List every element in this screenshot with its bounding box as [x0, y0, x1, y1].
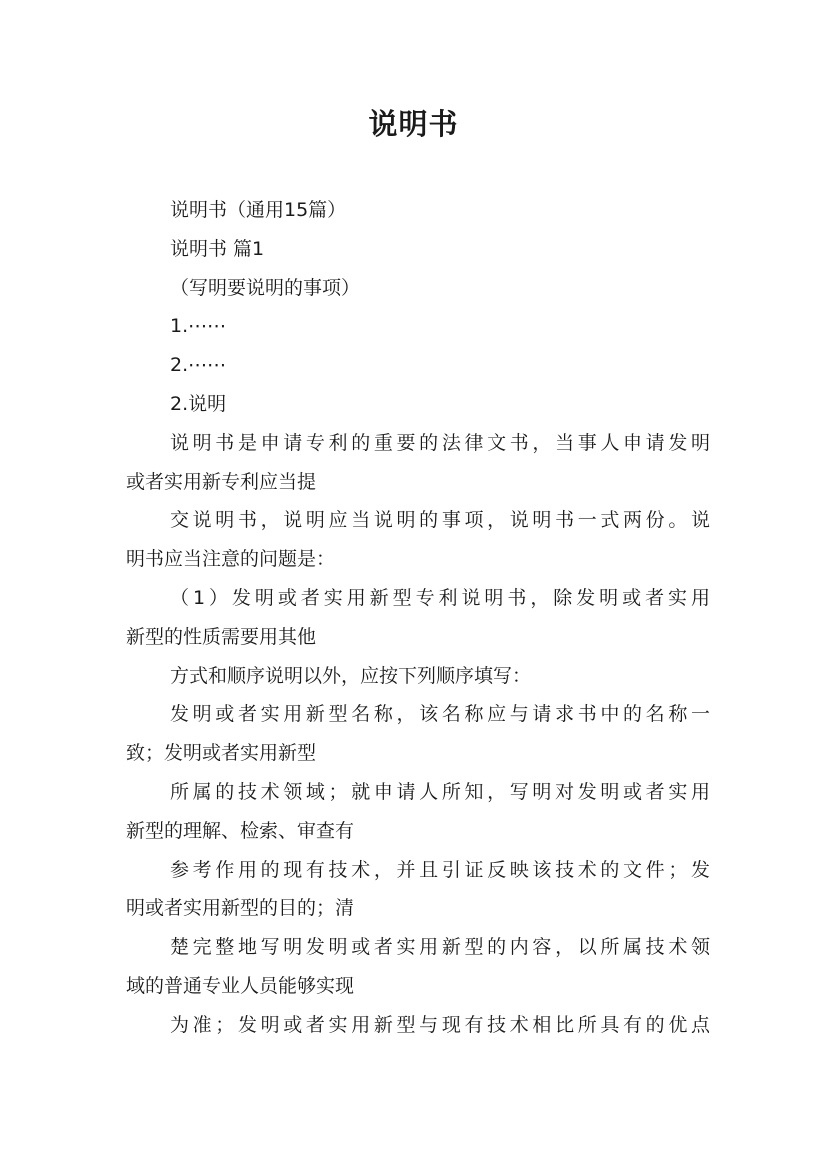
text-line: 发明或者实用新型名称，该名称应与请求书中的名称一	[170, 703, 710, 726]
text-line: （1）发明或者实用新型专利说明书，除发明或者实用	[170, 586, 710, 609]
text-line: 参考作用的现有技术，并且引证反映该技术的文件；发	[170, 858, 710, 881]
text-line: 方式和顺序说明以外，应按下列顺序填写：	[170, 664, 532, 687]
text-line: 1.⋯⋯	[170, 315, 227, 338]
text-line: 为准；发明或者实用新型与现有技术相比所具有的优点	[170, 1013, 710, 1036]
text-line: 交说明书，说明应当说明的事项，说明书一式两份。说	[170, 509, 710, 532]
text-line: 2.⋯⋯	[170, 354, 227, 377]
text-line: 域的普通专业人员能够实现	[126, 974, 355, 997]
text-line: 所属的技术领域；就申请人所知，写明对发明或者实用	[170, 780, 710, 803]
text-line: 楚完整地写明发明或者实用新型的内容，以所属技术领	[170, 936, 710, 959]
text-line: 明或者实用新型的目的；清	[126, 897, 355, 920]
text-line: 说明书（通用15篇）	[170, 199, 347, 221]
document-body	[126, 191, 710, 1045]
text-line: 说明书是申请专利的重要的法律文书，当事人申请发明	[170, 431, 710, 454]
document-title: 说明书	[368, 107, 459, 141]
text-line: 致；发明或者实用新型	[126, 742, 317, 765]
text-line: 或者实用新专利应当提	[126, 470, 317, 493]
text-line: 明书应当注意的问题是：	[126, 548, 336, 571]
text-line: （写明要说明的事项）	[170, 276, 361, 299]
text-line: 2.说明	[170, 392, 227, 415]
text-line: 新型的理解、检索、审查有	[126, 819, 355, 842]
text-line: 新型的性质需要用其他	[126, 625, 317, 648]
text-line: 说明书 篇1	[170, 237, 265, 260]
